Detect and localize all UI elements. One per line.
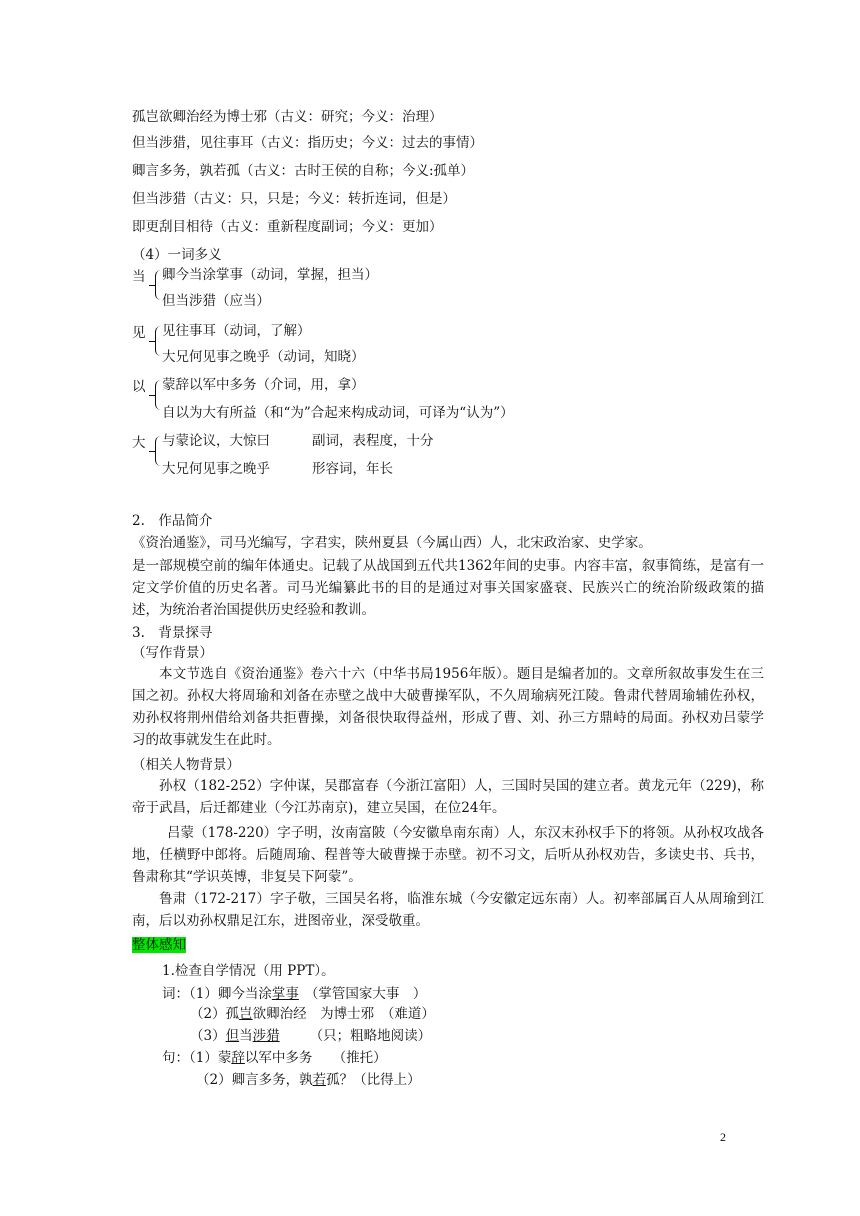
sec3-para1: 本文节选自《资治通鉴》卷六十六（中华书局1956年版）。题目是编者加的。文章所叙故事发生在三国之初。孙权大将周瑜和刘备在赤壁之战中大破曹操军队，不久周瑜病死江陵。鲁肃代替周瑜辅佐孙权，劝孙权将荆州借给刘备共拒曹操，刘备很快取得益州，形成了曹、刘、孙三方鼎峙的局面。孙权劝吕蒙学习的故事就发生在此时。 [132,666,764,748]
sec2-line1: 《资治通鉴》，司马光编写，字君实，陕州夏县（今属山西）人，北宋政治家、史学家。 [132,535,652,551]
sec2-para: 是一部规模空前的编年体通史。记载了从战国到五代共1362年间的史事。内容丰富，叙事简练，是富有一定文学价值的历史名著。司马光编纂此书的目的是通过对事关国家盛衰、民族兴亡的统治阶级政策的描述，为统治者治国提供历史经验和教训。 [132,558,764,618]
yici-heading: （4）一词多义 [132,247,222,263]
ci3-underlined-2: 涉猎 [252,1028,280,1044]
yici-char-da: 大 [132,435,146,451]
gujin-line-3: 卿言多务，孰若孤（古义：古时王侯的自称；今义:孤单） [132,163,475,179]
ci2-pre: （2）孤 [190,1006,240,1022]
ci3-mid: 当 [239,1028,253,1044]
yici-jian-a: 见往事耳（动词，了解） [162,323,311,339]
ci-line-2 [190,1005,435,1023]
yici-char-yi: 以 [132,379,146,395]
ci3-underlined-1: 但 [225,1028,240,1044]
ju-label: 句： [162,1050,189,1066]
ju2-underlined: 若 [312,1072,327,1088]
ci1-pre: （1）卿今当涂 [189,986,272,1002]
yici-dang-a: 卿今当涂掌事（动词，掌握，担当） [162,267,378,283]
page-number: 2 [720,1130,726,1144]
ju-line-1 [162,1049,387,1067]
yici-yi-b: 自以为大有所益（和“为”合起来构成动词，可译为“认为”） [162,405,514,421]
ci2-underlined: 岂 [239,1006,253,1022]
ju1-pre: （1）蒙 [189,1050,232,1066]
ci-label: 词： [162,986,189,1002]
ci-line-3: （3）但当涉猎 （只；粗略地阅读） [190,1028,432,1044]
yici-char-jian: 见 [132,325,146,341]
gujin-line-2: 但当涉猎，见往事耳（古义：指历史；今义：过去的事情） [132,135,483,151]
gujin-line-1: 孤岂欲卿治经为博士邪（古义：研究；今义：治理） [132,109,443,125]
ci1-post: （掌管国家大事 ） [304,986,427,1002]
ju2-pre: （2）卿言多务，孰 [196,1072,313,1088]
yici-da-a-note: 副词，表程度，十分 [312,433,434,449]
ju1-underlined: 辞 [231,1050,245,1066]
yici-jian-b: 大兄何见事之晚乎（动词，知晓） [162,349,365,365]
zhengti-heading [132,936,186,954]
sec3-sub1: （写作背景） [132,645,213,661]
sec3-heading: 3. 背景探寻 [132,625,213,641]
yici-da-a: 与蒙论议，大惊曰 [162,433,270,449]
zhengti-item1: 1.检查自学情况（用 PPT）。 [162,963,335,979]
sec3-para4: 鲁肃（172-217）字子敬，三国吴名将，临淮东城（今安徽定远东南）人。初率部属百人从周瑜到江南，后以劝孙权鼎足江东，进图帝业，深受敬重。 [132,891,764,929]
ci1-underlined: 掌事 [271,986,299,1002]
gujin-line-5: 即更刮目相待（古义：重新程度副词；今义：更加） [132,219,443,235]
yici-char-dang: 当 [132,269,146,285]
yici-yi-a: 蒙辞以军中多务（介词，用，拿） [162,377,365,393]
gujin-line-4: 但当涉猎（古义：只，只是；今义：转折连词，但是） [132,191,456,207]
ju-line-2 [196,1071,421,1089]
yici-dang-b: 但当涉猎（应当） [162,293,270,309]
sec3-para2: 孙权（182-252）字仲谋，吴郡富春（今浙江富阳）人，三国时吴国的建立者。黄龙元年（229)，称帝于武昌，后迁都建业（今江苏南京)，建立吴国，在位24年。 [132,778,764,816]
sec3-sub2: （相关人物背景） [132,757,240,773]
ci-line-1 [162,985,426,1003]
ju2-post: 孤？（比得上） [326,1072,421,1088]
ci3-post: （只；粗略地阅读） [309,1028,432,1044]
sec3-para3: 吕蒙（178-220）字子明，汝南富陂（今安徽阜南东南）人，东汉末孙权手下的将领。从孙权攻战各地，任横野中郎将。后随周瑜、程普等大破曹操于赤壁。初不习文，后听从孙权劝告，多读史书、兵书，鲁肃称其“学识英博，非复吴下阿蒙”。 [132,825,764,885]
yici-da-b-note: 形容词，年长 [312,461,393,477]
zhengti-heading-text: 整体感知 [132,937,186,953]
sec2-heading: 2. 作品简介 [132,513,213,529]
ci2-post: 欲卿治经 为博士邪 （难道） [252,1006,435,1022]
ju1-post: 以军中多务 （推托） [244,1050,387,1066]
yici-da-b: 大兄何见事之晚乎 [162,461,270,477]
